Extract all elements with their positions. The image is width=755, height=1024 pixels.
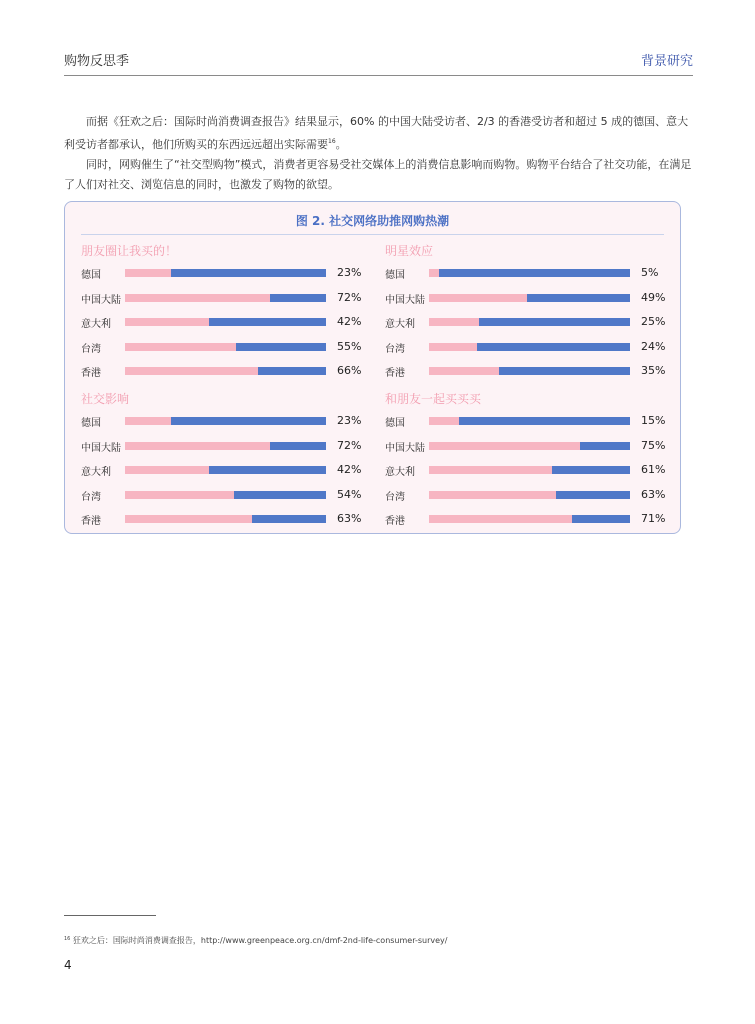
value-label: 23% — [337, 414, 362, 427]
bar-row — [385, 487, 665, 503]
bar-track — [429, 417, 630, 425]
category-label: 意大利 — [81, 319, 111, 330]
category-label: 香港 — [385, 516, 405, 527]
chart-title: 明星效应 — [385, 244, 434, 258]
bar-row — [81, 462, 361, 478]
bar-row — [385, 339, 665, 355]
category-label: 德国 — [81, 270, 101, 281]
bar-value — [429, 318, 479, 326]
paragraph-1-text: 而据《狂欢之后：国际时尚消费调查报告》结果显示，60% 的中国大陆受访者、2/3 的香港受访者和超过 5 成的德国、意大利受访者都承认，他们所购买的东西远远超出实际需要 — [64, 115, 689, 151]
bar-track — [125, 515, 326, 523]
bar-value — [429, 442, 580, 450]
figure-divider — [81, 234, 664, 235]
category-label: 中国大陆 — [81, 442, 121, 454]
value-label: 24% — [641, 339, 666, 353]
bar-row — [81, 511, 361, 527]
category-label: 香港 — [81, 368, 101, 379]
value-label: 42% — [337, 315, 362, 328]
bar-value — [125, 515, 252, 523]
value-label: 72% — [337, 290, 362, 304]
bar-value — [125, 294, 270, 302]
bar-value — [125, 367, 258, 375]
bar-value — [429, 367, 499, 375]
bar-row — [385, 413, 665, 429]
category-label: 德国 — [385, 270, 405, 281]
bar-track — [429, 318, 630, 326]
bar-row — [81, 314, 361, 330]
page-number: 4 — [64, 958, 72, 972]
bar-track — [125, 343, 326, 351]
value-label: 35% — [641, 364, 666, 377]
category-label: 中国大陆 — [385, 442, 425, 454]
chart-title: 和朋友一起买买买 — [385, 392, 482, 406]
bar-track — [125, 367, 326, 375]
chart-title: 社交影响 — [81, 392, 130, 406]
bar-value — [429, 466, 552, 474]
value-label: 61% — [641, 463, 666, 476]
bar-track — [429, 466, 630, 474]
bar-track — [125, 294, 326, 302]
category-label: 中国大陆 — [385, 294, 425, 306]
value-label: 49% — [641, 290, 666, 304]
bar-value — [125, 269, 171, 277]
header-title: 购物反思季 — [64, 54, 130, 69]
bar-track — [125, 318, 326, 326]
bar-remainder — [429, 417, 630, 425]
bar-track — [429, 343, 630, 351]
bar-track — [429, 269, 630, 277]
bar-track — [125, 417, 326, 425]
paragraph-1 — [64, 112, 693, 155]
bar-row — [385, 290, 665, 306]
footnote-ref: 16 — [328, 138, 336, 145]
footnote-divider — [64, 915, 156, 916]
bar-track — [429, 367, 630, 375]
value-label: 15% — [641, 414, 666, 427]
value-label: 5% — [641, 266, 659, 279]
bar-value — [429, 417, 459, 425]
bar-value — [429, 515, 572, 523]
value-label: 42% — [337, 463, 362, 476]
value-label: 72% — [337, 438, 362, 452]
value-label: 54% — [337, 487, 362, 501]
bar-row — [385, 438, 665, 454]
category-label: 台湾 — [385, 491, 405, 503]
bar-track — [429, 515, 630, 523]
value-label: 71% — [641, 512, 666, 525]
bar-row — [81, 265, 361, 281]
figure-box — [64, 201, 681, 534]
bar-value — [429, 491, 556, 499]
bar-row — [81, 487, 361, 503]
bar-row — [385, 511, 665, 527]
category-label: 台湾 — [385, 343, 405, 355]
category-label: 台湾 — [81, 343, 101, 355]
value-label: 23% — [337, 266, 362, 279]
bar-row — [385, 363, 665, 379]
bar-row — [81, 290, 361, 306]
bar-value — [429, 343, 477, 351]
bar-value — [125, 466, 209, 474]
category-label: 香港 — [81, 516, 101, 527]
bar-track — [125, 442, 326, 450]
bar-row — [385, 265, 665, 281]
bar-row — [385, 314, 665, 330]
bar-track — [125, 466, 326, 474]
paragraph-2: 同时，网购催生了“社交型购物”模式，消费者更容易受社交媒体上的消费信息影响而购物。购物平台结合了社交功能，在满足了人们对社交、浏览信息的同时，也激发了购物的欲望。 — [64, 158, 692, 191]
paragraph-1-end: 。 — [335, 138, 347, 151]
category-label: 台湾 — [81, 491, 101, 503]
category-label: 意大利 — [385, 319, 415, 330]
bar-track — [125, 269, 326, 277]
bar-remainder — [429, 269, 630, 277]
bar-track — [429, 491, 630, 499]
bar-row — [81, 413, 361, 429]
bar-track — [429, 294, 630, 302]
bar-value — [429, 269, 439, 277]
value-label: 25% — [641, 315, 666, 328]
footnote — [64, 935, 448, 946]
value-label: 63% — [641, 487, 666, 501]
category-label: 德国 — [385, 418, 405, 429]
footnote-number: 16 — [64, 936, 71, 942]
footnote-text: 狂欢之后：国际时尚消费调查报告，http://www.greenpeace.org.cn/dmf-2nd-life-consumer-survey/ — [72, 936, 448, 945]
bar-row — [81, 363, 361, 379]
figure-title: 图 2. 社交网络助推网购热潮 — [295, 214, 450, 228]
bar-value — [125, 442, 270, 450]
header-divider — [64, 75, 693, 76]
bar-value — [125, 417, 171, 425]
value-label: 55% — [337, 339, 362, 353]
bar-row — [81, 438, 361, 454]
bar-value — [125, 318, 209, 326]
bar-row — [385, 462, 665, 478]
bar-track — [429, 442, 630, 450]
section-title: 背景研究 — [640, 54, 693, 69]
value-label: 66% — [337, 364, 362, 377]
bar-value — [125, 491, 234, 499]
category-label: 意大利 — [81, 467, 111, 478]
category-label: 中国大陆 — [81, 294, 121, 306]
bar-value — [429, 294, 527, 302]
value-label: 63% — [337, 512, 362, 525]
category-label: 香港 — [385, 368, 405, 379]
category-label: 德国 — [81, 418, 101, 429]
bar-track — [125, 491, 326, 499]
value-label: 75% — [641, 438, 666, 452]
chart-title: 朋友圈让我买的！ — [81, 244, 178, 258]
category-label: 意大利 — [385, 467, 415, 478]
bar-value — [125, 343, 236, 351]
body-text — [64, 112, 693, 195]
bar-row — [81, 339, 361, 355]
